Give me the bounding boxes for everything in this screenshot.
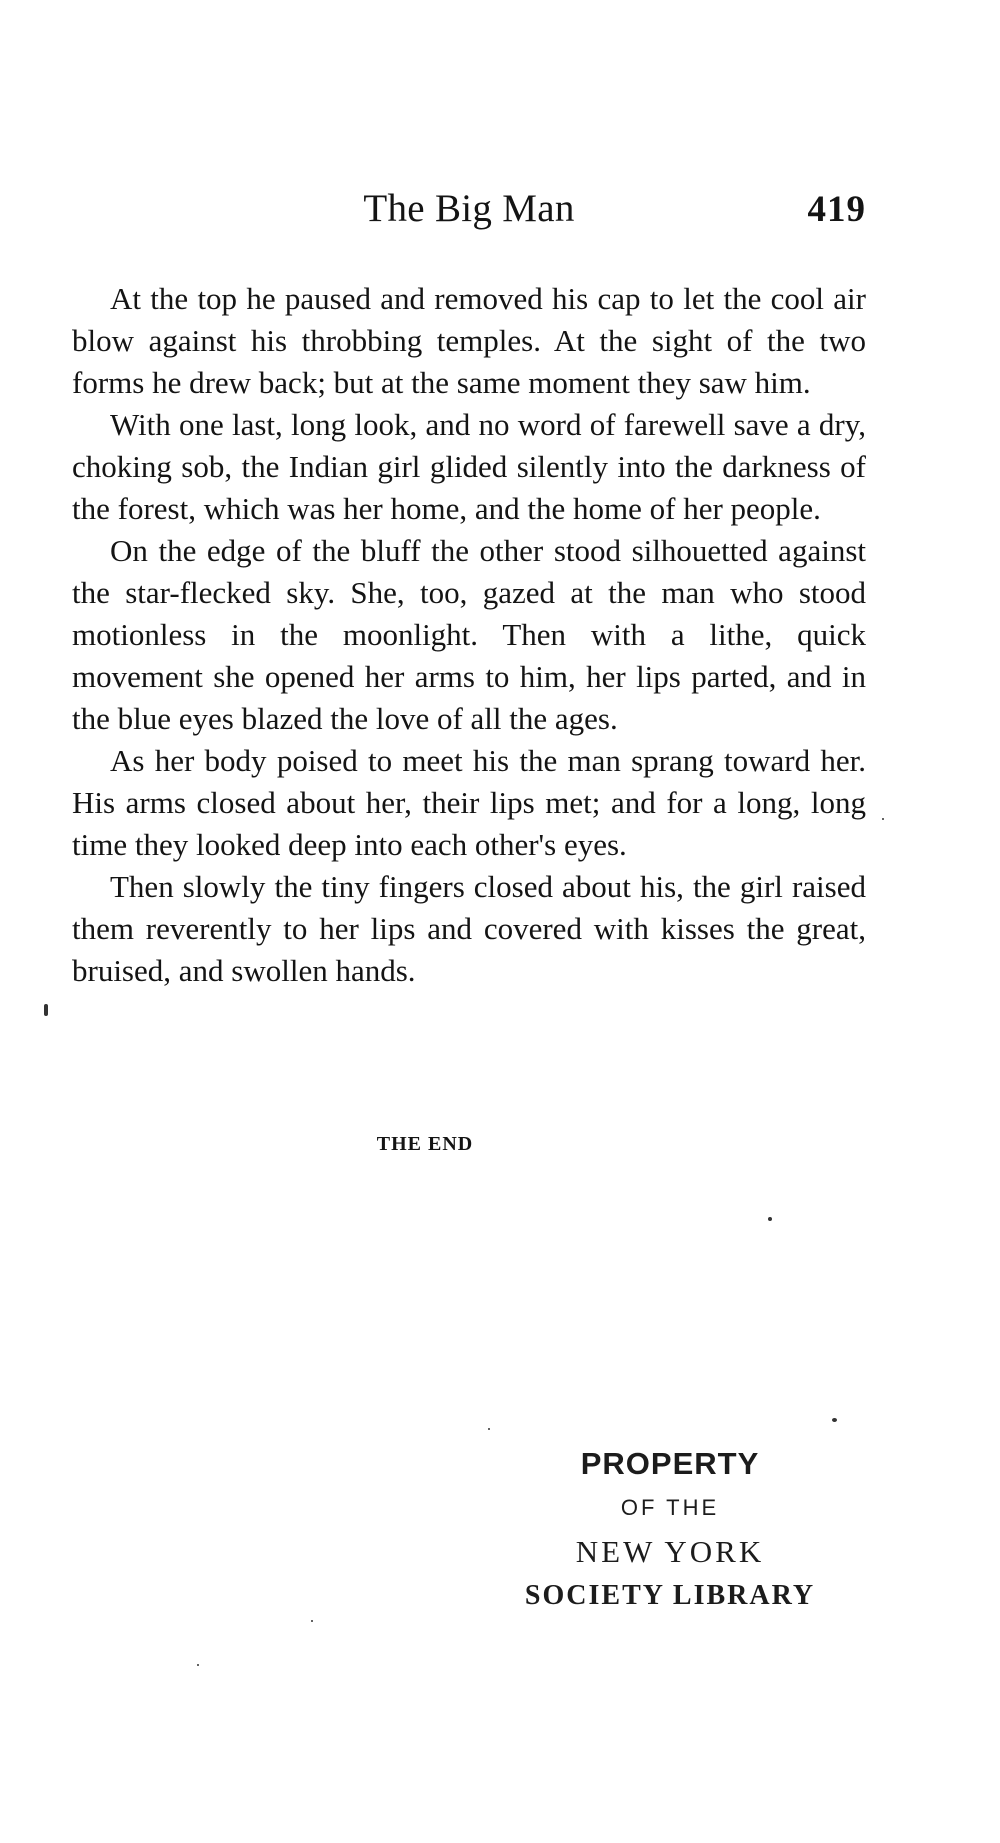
stamp-new-york-line: NEW YORK xyxy=(575,1534,765,1569)
the-end-mark: THE END xyxy=(376,1133,474,1155)
scan-speck xyxy=(311,1620,313,1622)
paragraph: With one last, long look, and no word of farewell save a dry, choking sob, the Indian girl glided silently into the darkness of the forest, which was her home, and the home of her people. xyxy=(72,407,866,526)
scan-speck xyxy=(882,818,884,820)
scan-speck xyxy=(832,1418,837,1422)
scan-speck xyxy=(197,1664,199,1666)
stamp-property-line: PROPERTY xyxy=(580,1446,760,1481)
scan-speck xyxy=(768,1217,772,1221)
stamp-of-the-line: OF THE xyxy=(620,1495,720,1520)
library-stamp xyxy=(480,1444,860,1616)
scan-speck xyxy=(44,1004,48,1016)
scan-speck xyxy=(488,1428,490,1430)
body-text xyxy=(72,278,866,992)
paragraph: At the top he paused and removed his cap to let the cool air blow against his throbbing temples. At the sight of the two forms he drew back; but at the same moment they saw him. xyxy=(72,281,866,400)
paragraph: Then slowly the tiny fingers closed about his, the girl raised them reverently to her lips and covered with kisses the great, bruised, and swollen hands. xyxy=(72,869,866,988)
running-head xyxy=(72,186,866,246)
paragraph: As her body poised to meet his the man sprang toward her. His arms closed about her, their lips met; and for a long, long time they looked deep into each other's eyes. xyxy=(72,743,866,862)
paragraph: On the edge of the bluff the other stood silhouetted against the star-flecked sky. She, too, gazed at the man who stood motionless in the moonlight. Then with a lithe, quick movement she opened her arms to him, her lips parted, and in the blue eyes blazed the love of all the ages. xyxy=(72,533,866,736)
running-title: The Big Man xyxy=(363,187,575,230)
page-number: 419 xyxy=(807,189,866,230)
stamp-society-library-line: SOCIETY LIBRARY xyxy=(524,1580,816,1611)
